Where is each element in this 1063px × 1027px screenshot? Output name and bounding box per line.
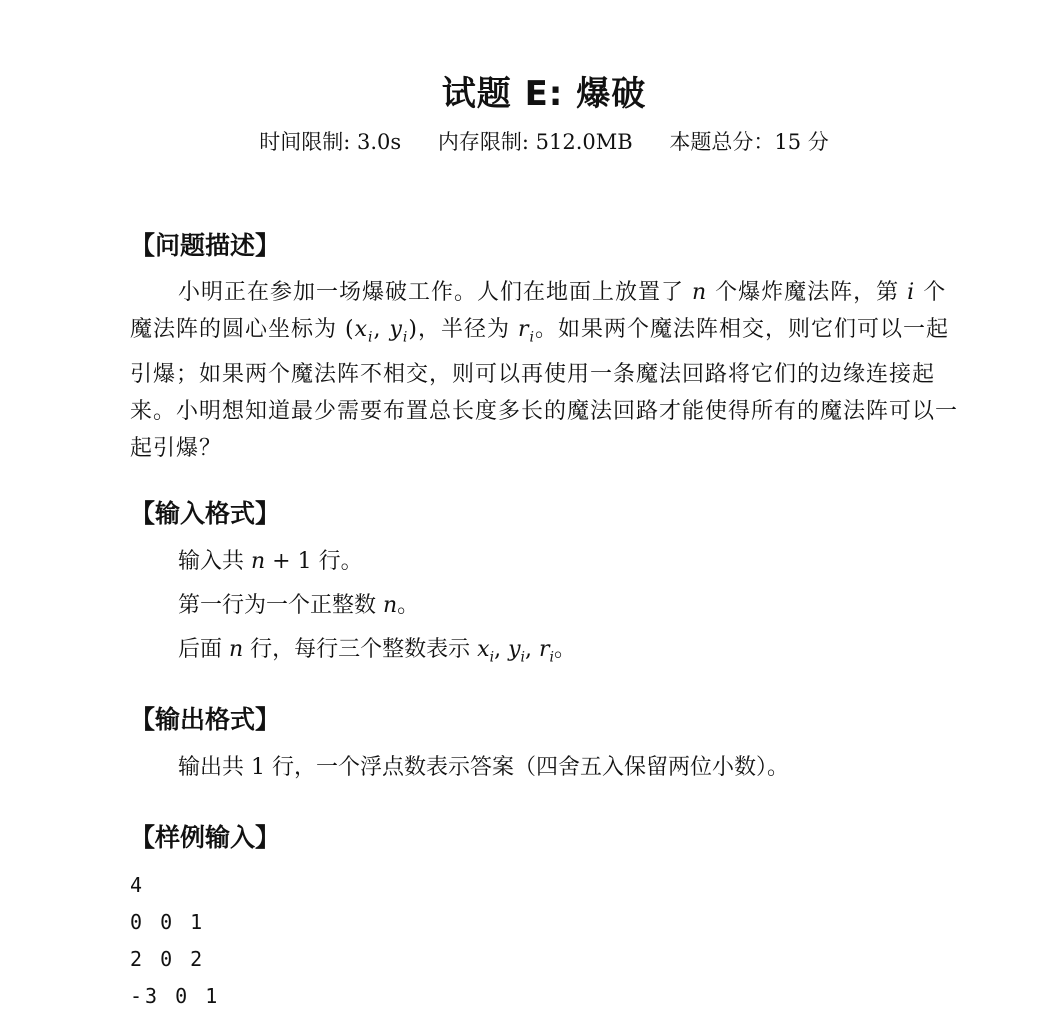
input-format-line-2: 第一行为一个正整数 n。: [178, 593, 420, 618]
sample-input-line: 4: [130, 873, 146, 897]
input-format-line-3: 后面 n 行，每行三个整数表示 $x_i$, $y_i$, $r_i$。: [178, 637, 577, 666]
memory-limit: 内存限制: 512.0MB: [437, 130, 633, 154]
problem-description-text: 小明正在参加一场爆破工作。人们在地面上放置了 n 个爆炸魔法阵，第 i 个魔法阵的圆心坐标为 ($x_i$, $y_i$)，半径为 $r_i$。如果两个魔法阵相交，则它们可以一起引爆；如果两个魔法阵不相交，则可以再使用一条魔法回路将它们的边缘连接起来。小明想知道最少需要布置总长度多长的魔法回路才能使得所有的魔法阵可以一起引爆？: [130, 280, 959, 462]
time-limit: 时间限制: 3.0s: [259, 130, 402, 154]
problem-title: 试题 E: 爆破: [441, 74, 647, 114]
output-format-line-1: 输出共 1 行，一个浮点数表示答案（四舍五入保留两位小数）。: [178, 755, 789, 780]
problem-meta: [0, 126, 1063, 156]
output-format-heading: 【输出格式】: [130, 705, 281, 734]
sample-input-heading: 【样例输入】: [130, 823, 281, 852]
problem-description-heading: 【问题描述】: [130, 231, 281, 260]
input-format-line-1: 输入共 n + 1 行。: [178, 549, 363, 574]
sample-input-line: 2 0 2: [130, 947, 206, 971]
total-score: 本题总分：15 分: [669, 130, 829, 154]
input-format-heading: 【输入格式】: [130, 499, 281, 528]
sample-input-line: 0 0 1: [130, 910, 206, 934]
sample-input-line: -3 0 1: [130, 984, 221, 1008]
